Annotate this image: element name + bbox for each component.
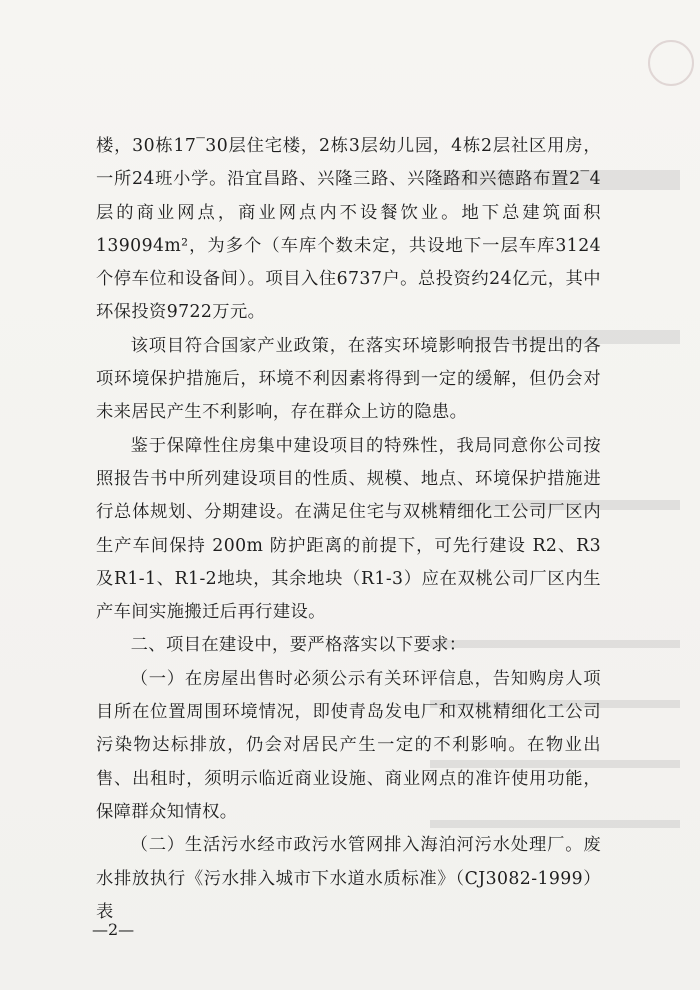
paragraph-requirement-2: （二）生活污水经市政污水管网排入海泊河污水处理厂。废水排放执行《污水排入城市下水道水质标准》（CJ3082-1999）表	[96, 835, 601, 922]
paragraph-requirement-1: （一）在房屋出售时必须公示有关环评信息，告知购房人项目所在位置周围环境情况，即使青岛发电厂和双桃精细化工公司污染物达标排放，仍会对居民产生一定的不利影响。在物业出售、出租时，须明示临近商业设施、商业网点的准许使用功能，保障群众知情权。	[96, 668, 601, 822]
document-body	[96, 130, 601, 929]
paragraph-policy-compliance: 该项目符合国家产业政策，在落实环境影响报告书提出的各项环境保护措施后，环境不利因素将得到一定的缓解，但仍会对未来居民产生不利影响，存在群众上访的隐患。	[96, 335, 601, 423]
seal-mark	[648, 40, 694, 86]
page-number: —2—	[92, 920, 135, 939]
section-heading-requirements: 二、项目在建设中，要严格落实以下要求：	[130, 635, 467, 656]
paragraph-phased-construction: 鉴于保障性住房集中建设项目的特殊性，我局同意你公司按照报告书中所列建设项目的性质、规模、地点、环境保护措施进行总体规划、分期建设。在满足住宅与双桃精细化工公司厂区内生产车间保持 200m 防护距离的前提下，可先行建设 R2、R3 及R1-1、R1-2地块，其余地块（R1-3）应在双桃公司厂区内生产车间实施搬迁后再行建设。	[96, 435, 601, 623]
paragraph-project-scale: 楼，30栋17‾30层住宅楼，2栋3层幼儿园，4栋2层社区用房，一所24班小学。沿宜昌路、兴隆三路、兴隆路和兴德路布置2‾4层的商业网点，商业网点内不设餐饮业。地下总建筑面积139094m²，为多个（车库个数未定，共设地下一层车库3124个停车位和设备间）。项目入住6737户。总投资约24亿元，其中环保投资9722万元。	[96, 136, 601, 323]
